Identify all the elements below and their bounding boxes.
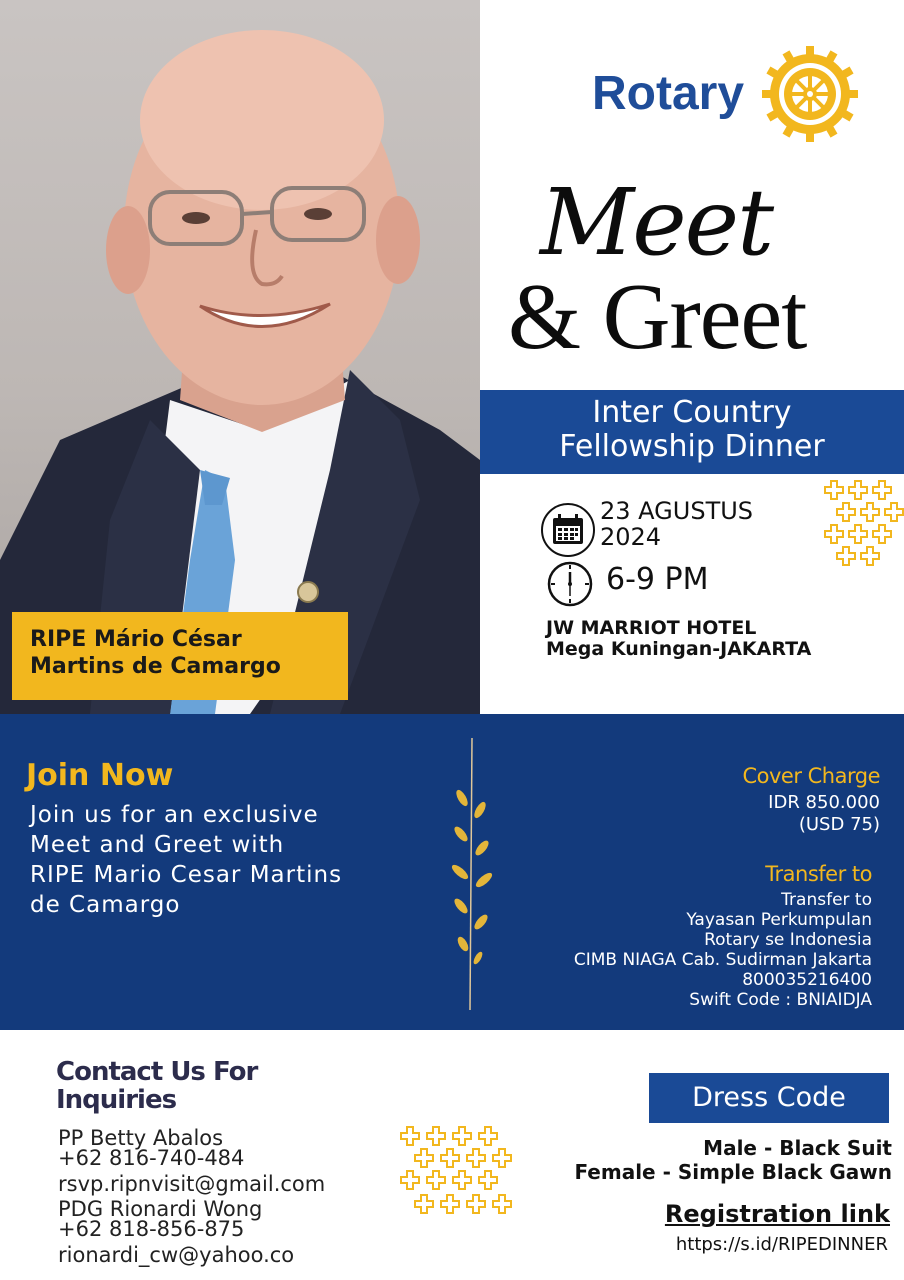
join-band (0, 714, 904, 1030)
title-greet: & Greet (508, 265, 807, 369)
dress-code-male: Male - Black Suit (703, 1136, 892, 1160)
rotary-logo (592, 44, 862, 144)
honoree-name-line2: Martins de Camargo (30, 654, 281, 679)
registration-url[interactable]: https://s.id/RIPEDINNER (675, 1234, 888, 1255)
calendar-icon (540, 502, 596, 558)
contact-person-1 (58, 1128, 325, 1194)
subtitle-line2: Fellowship Dinner (559, 429, 825, 464)
cover-charge-block (520, 764, 880, 1010)
event-date-line1: 23 AGUSTUS (600, 497, 754, 525)
honoree-name-line1: RIPE Mário César (30, 627, 242, 652)
transfer-line4: CIMB NIAGA Cab. Sudirman Jakarta (573, 950, 872, 970)
registration-link-label[interactable]: Registration link (664, 1200, 890, 1228)
contact-heading-line2: Inquiries (56, 1085, 177, 1115)
decorative-cross-pattern-top (822, 478, 904, 570)
rotary-wheel-icon (760, 44, 860, 144)
transfer-label: Transfer to (765, 862, 872, 886)
subtitle-band (480, 390, 904, 474)
join-line3: RIPE Mario Cesar Martins (30, 862, 343, 888)
transfer-line3: Rotary se Indonesia (704, 930, 872, 950)
cover-charge-value (520, 792, 880, 836)
contact-1-email[interactable]: rsvp.ripnvisit@gmail.com (58, 1172, 326, 1196)
contact-person-2 (58, 1199, 294, 1265)
event-venue (546, 618, 811, 660)
event-date (600, 498, 753, 550)
transfer-line2: Yayasan Perkumpulan (686, 910, 872, 930)
venue-line1: JW MARRIOT HOTEL (546, 617, 757, 639)
subtitle-line1: Inter Country (592, 395, 792, 430)
join-line1: Join us for an exclusive (30, 802, 319, 828)
contact-2-phone[interactable]: +62 818-856-875 (58, 1217, 245, 1241)
honoree-name-badge (12, 612, 348, 700)
rotary-wordmark: Rotary (592, 67, 745, 120)
venue-line2: Mega Kuningan-JAKARTA (546, 638, 812, 660)
contact-heading (56, 1058, 257, 1114)
dress-code-label: Dress Code (649, 1073, 889, 1123)
join-line4: de Camargo (30, 892, 181, 918)
contact-1-phone[interactable]: +62 816-740-484 (58, 1146, 245, 1170)
cover-amount: IDR 850.000 (768, 792, 880, 813)
portrait-illustration (0, 0, 480, 714)
clock-icon (546, 560, 594, 608)
vine-divider-icon (446, 738, 498, 1010)
cover-usd: (USD 75) (798, 814, 880, 835)
contact-1-name: PP Betty Abalos (58, 1126, 224, 1150)
transfer-details (520, 890, 872, 1010)
dress-code-female: Female - Simple Black Gawn (574, 1160, 892, 1184)
join-line2: Meet and Greet with (30, 832, 285, 858)
contact-2-name: PDG Rionardi Wong (58, 1197, 263, 1221)
join-description (30, 800, 420, 920)
decorative-cross-pattern-bottom (396, 1124, 526, 1218)
event-time: 6-9 PM (606, 562, 709, 597)
transfer-line1: Transfer to (781, 890, 872, 910)
dress-code-details (574, 1136, 892, 1184)
cover-charge-label: Cover Charge (742, 764, 880, 788)
join-now-heading: Join Now (26, 758, 174, 793)
contact-2-email[interactable]: rionardi_cw@yahoo.co (58, 1243, 295, 1267)
transfer-account: 800035216400 (742, 970, 872, 990)
contact-heading-line1: Contact Us For (56, 1057, 258, 1087)
transfer-swift: Swift Code : BNIAIDJA (689, 990, 872, 1010)
honoree-photo (0, 0, 480, 714)
event-date-line2: 2024 (600, 523, 662, 551)
title-meet: Meet (540, 169, 773, 276)
